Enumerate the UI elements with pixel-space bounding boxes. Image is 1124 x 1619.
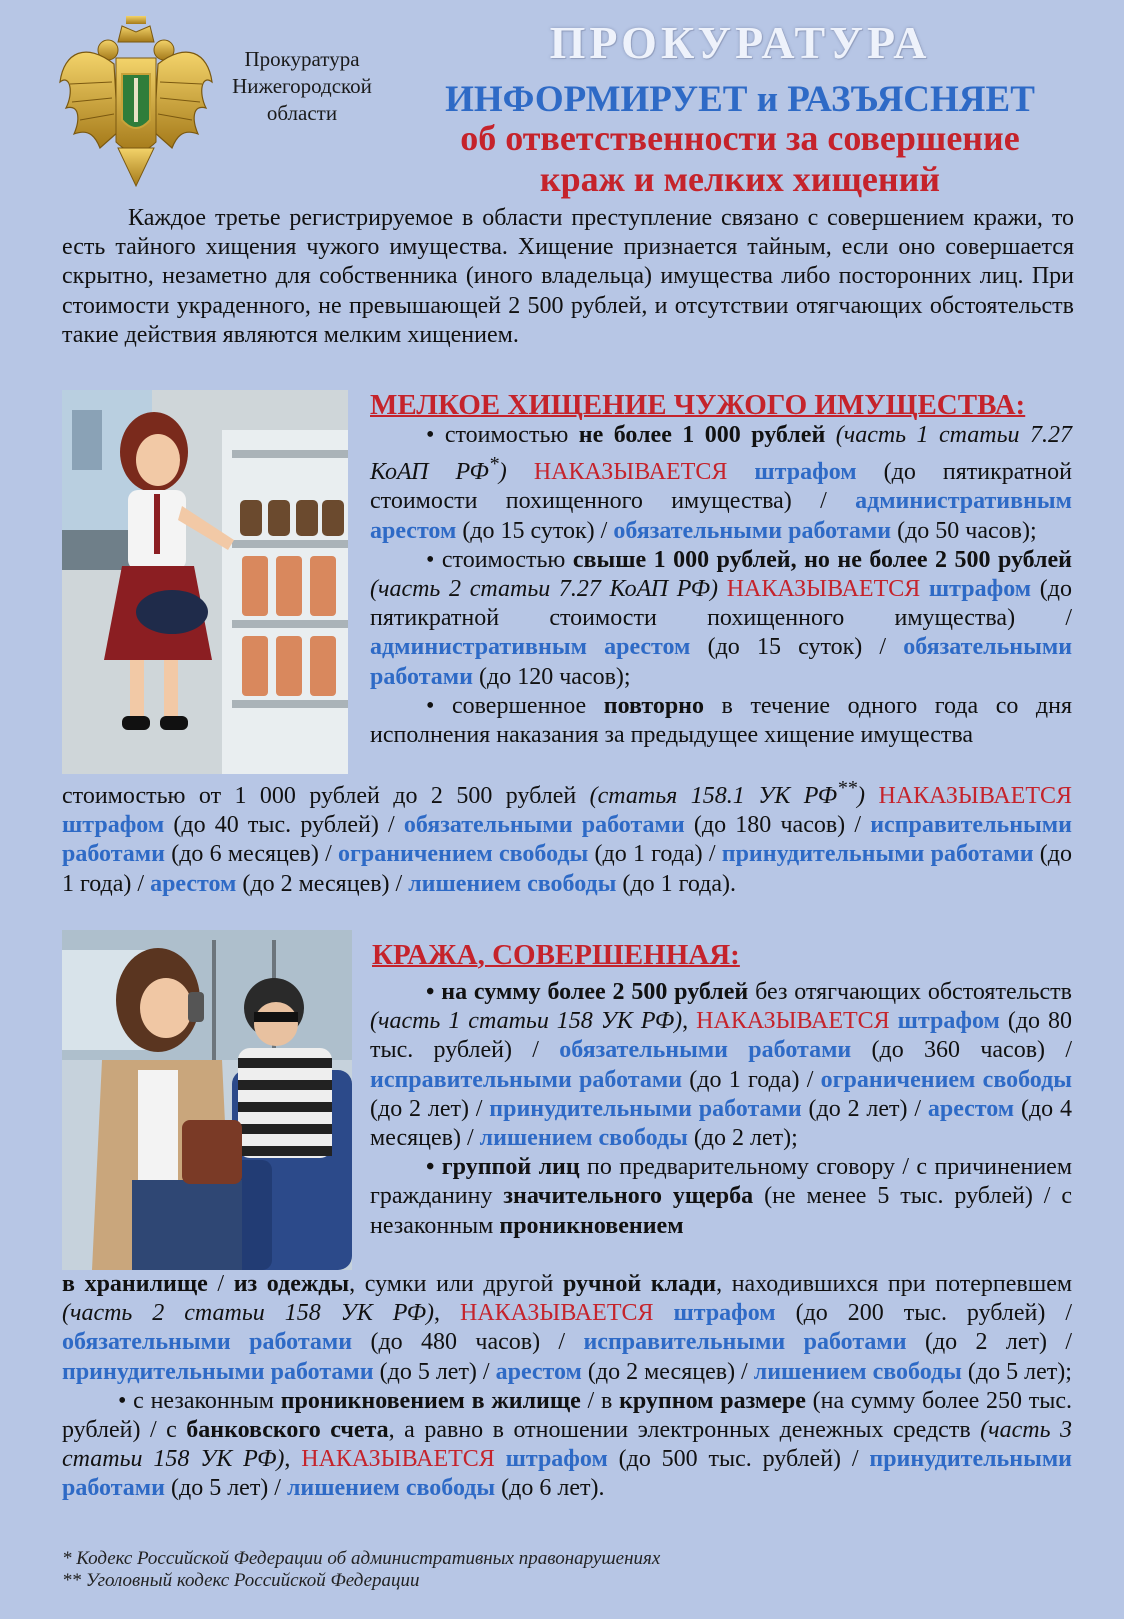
text-run: НАКАЗЫВАЕТСЯ [696, 1008, 890, 1035]
text-run: лишением свободы [753, 1358, 962, 1385]
text-run: (до 1 года) / [588, 841, 722, 868]
list-item [370, 692, 1072, 750]
organization-name [222, 46, 382, 127]
text-run: принудительными работами [721, 841, 1034, 868]
text-run: штрафом [505, 1446, 608, 1473]
text-run: * [488, 453, 499, 476]
text-run: , находившихся при потерпевшем [716, 1271, 1073, 1297]
text-run: арестом [495, 1358, 582, 1385]
org-line-3: области [266, 101, 338, 125]
section-petty-theft-continuation [62, 774, 1072, 899]
section-theft-body [370, 978, 1072, 1241]
text-run: ручной клади [562, 1271, 717, 1297]
text-run: лишением свободы [479, 1125, 688, 1152]
text-run: (до 40 тыс. рублей) / [164, 812, 404, 839]
text-run: (статья 158.1 УК РФ [589, 783, 838, 809]
text-run: ) [498, 459, 507, 486]
text-run: штрафом [754, 459, 857, 486]
text-run: • совершенное [426, 692, 604, 719]
text-run: НАКАЗЫВАЕТСЯ [506, 459, 755, 486]
text-run: НАКАЗЫВАЕТСЯ [301, 1446, 506, 1473]
text-run: (до 2 лет) / [370, 1095, 490, 1122]
text-run: (до 480 часов) / [352, 1329, 584, 1356]
org-line-2: Нижегородской [232, 74, 372, 98]
text-run: (до 2 месяцев) / [581, 1358, 754, 1385]
footnote-uk: ** Уголовный кодекс Российской Федерации [62, 1570, 420, 1591]
text-run: (не менее 5 тыс. рублей) / с незаконным [370, 1183, 1072, 1239]
text-run: (часть 2 статьи 7.27 КоАП РФ) [370, 576, 719, 603]
list-item [370, 421, 1072, 546]
text-run: / в [580, 1387, 620, 1414]
text-run: , сумки или другой [349, 1271, 563, 1297]
text-run: проникновением в жилище [280, 1387, 581, 1414]
text-run: из одежды [233, 1271, 350, 1297]
text-run: (до 2 лет); [687, 1125, 798, 1152]
text-run: обязательными работами [403, 812, 685, 839]
text-run: арестом [150, 870, 237, 897]
text-run: (на сумму более 250 тыс. рублей) / с [62, 1387, 1073, 1444]
text-run: (часть 2 статьи 158 УК РФ) [62, 1300, 435, 1327]
text-run: проникновением [499, 1212, 684, 1239]
list-item [62, 1387, 1072, 1504]
text-run: повторно [603, 692, 705, 719]
text-run: , [284, 1446, 302, 1473]
org-line-1: Прокуратура [244, 47, 360, 71]
text-run: (до 50 часов); [891, 517, 1037, 544]
text-run: обязательными работами [613, 517, 892, 544]
text-run: / [207, 1271, 234, 1297]
text-run: (до пятикратной стоимости похищенного имущества) / [370, 459, 1072, 515]
text-run: штрафом [928, 576, 1032, 603]
shoplifting-illustration [62, 390, 348, 774]
text-run: (до 6 лет). [495, 1475, 605, 1502]
text-run: (до 15 суток) / [690, 634, 904, 661]
text-run: штрафом [62, 812, 165, 839]
text-run: в хранилище [62, 1271, 208, 1297]
text-run: , [434, 1300, 460, 1327]
text-run: крупном размере [619, 1387, 806, 1414]
text-run: штрафом [897, 1008, 1000, 1035]
text-run: административным арестом [370, 634, 691, 661]
text-run: обязательными работами [370, 634, 1073, 690]
text-run: арестом [927, 1095, 1015, 1122]
text-run: • с незаконным [118, 1387, 281, 1414]
text-run: (до 1 года). [616, 870, 737, 897]
text-run: • группой лиц [426, 1154, 580, 1181]
text-run: без отягчающих обстоятельств [748, 979, 1072, 1005]
text-run: не более 1 000 рублей [578, 422, 826, 448]
text-run: (до 80 тыс. рублей) / [370, 1008, 1073, 1064]
list-item-continuation [62, 1270, 1072, 1387]
text-run: ) [857, 783, 866, 809]
list-item [370, 978, 1072, 1153]
topic-line-1: об ответственности за совершение [460, 118, 1020, 158]
text-run: принудительными работами [489, 1095, 802, 1122]
text-run: (до 15 суток) / [456, 517, 614, 544]
pickpocket-illustration [62, 930, 352, 1270]
text-run: (до 5 лет); [961, 1358, 1072, 1385]
text-run: административным арестом [370, 488, 1072, 544]
text-run: по предварительному сговору / с причинением гражданину [370, 1154, 1073, 1210]
text-run: в течение одного года со дня исполнения наказания за предыдущее хищение имущества [370, 692, 1072, 749]
text-run: свыше 1 000 рублей, но не более 2 500 рублей [572, 546, 1073, 573]
text-run: • стоимостью [426, 546, 573, 573]
text-run: (до 1 года) / [682, 1066, 821, 1093]
text-run: стоимостью от 1 000 рублей до 2 500 рублей [62, 783, 590, 809]
text-run: ** [837, 777, 858, 799]
text-run: ограничением свободы [337, 841, 589, 868]
section-petty-theft-body [370, 421, 1072, 750]
text-run: (часть 1 статьи 7.27 КоАП РФ [370, 422, 1072, 486]
text-run: (до 2 месяцев) / [236, 870, 409, 897]
text-run: (до 180 часов) / [684, 812, 871, 839]
footnote-koap: * Кодекс Российской Федерации об административных правонарушениях [62, 1548, 661, 1569]
section-heading-petty-theft: МЕЛКОЕ ХИЩЕНИЕ ЧУЖОГО ИМУЩЕСТВА: [370, 389, 1026, 421]
text-run: (часть 3 статьи 158 УК РФ) [62, 1417, 1073, 1473]
text-run: НАКАЗЫВАЕТСЯ [878, 783, 1073, 809]
section-heading-theft: КРАЖА, СОВЕРШЕННАЯ: [372, 939, 740, 971]
text-run: , [682, 1008, 697, 1035]
topic-line-2: краж и мелких хищений [539, 159, 941, 199]
text-run: исправительными работами [583, 1329, 907, 1356]
text-run: (до пятикратной стоимости похищенного имущества) / [370, 576, 1072, 632]
prosecutor-emblem-icon [56, 12, 216, 190]
text-run: лишением свободы [286, 1475, 496, 1502]
list-item [370, 546, 1072, 692]
text-run: • на сумму более 2 500 рублей [426, 979, 749, 1005]
text-run: штрафом [673, 1300, 776, 1327]
text-run: (до 5 лет) / [164, 1475, 287, 1502]
page-title: ПРОКУРАТУРА [549, 17, 931, 68]
section-theft-continuation [62, 1270, 1072, 1504]
text-run: лишением свободы [408, 870, 617, 897]
text-run: (до 6 месяцев) / [164, 841, 338, 868]
list-item [370, 1153, 1072, 1241]
text-run: , а равно в отношении электронных денежных средств [388, 1417, 981, 1444]
text-run: исправительными работами [370, 1066, 683, 1093]
text-run: НАКАЗЫВАЕТСЯ [459, 1300, 674, 1327]
footnotes [62, 1548, 1062, 1592]
topic-title [398, 118, 1082, 200]
text-run: (до 120 часов); [472, 663, 631, 690]
text-run: (до 360 часов) / [851, 1037, 1072, 1064]
text-run: обязательными работами [559, 1037, 852, 1064]
text-run: банковского счета [186, 1417, 389, 1444]
page-subtitle: ИНФОРМИРУЕТ и РАЗЪЯСНЯЕТ [445, 79, 1035, 120]
text-run: ограничением свободы [820, 1066, 1072, 1093]
text-run: (до 4 месяцев) / [370, 1095, 1073, 1152]
intro-paragraph: Каждое третье регистрируемое в области преступление связано с совершением кражи, то есть тайного хищения чужого имущества. Хищение признается тайным, если оно совершается скрытно, незаметно для собственника (иного владельца) имущества либо посторонних лиц. При стоимости украденного, не превышающей 2 500 рублей, и отсутствии отягчающих обстоятельств такие действия являются мелким хищением. [62, 205, 1074, 348]
text-run: (до 1 года) / [62, 841, 1073, 897]
text-run: (до 500 тыс. рублей) / [607, 1446, 870, 1473]
text-run: (до 5 лет) / [373, 1358, 496, 1385]
text-run: обязательными работами [62, 1329, 353, 1356]
text-run: НАКАЗЫВАЕТСЯ [718, 576, 929, 603]
text-run: исправительными работами [62, 812, 1072, 868]
text-run: (до 200 тыс. рублей) / [775, 1300, 1072, 1327]
text-run: принудительными работами [62, 1446, 1072, 1502]
text-run: значительного ущерба [503, 1183, 754, 1210]
text-run: (до 2 лет) / [906, 1329, 1073, 1356]
text-run: (до 2 лет) / [801, 1095, 928, 1122]
text-run: (часть 1 статьи 158 УК РФ) [370, 1008, 683, 1035]
text-run: принудительными работами [62, 1358, 374, 1385]
text-run: • стоимостью [426, 422, 579, 448]
